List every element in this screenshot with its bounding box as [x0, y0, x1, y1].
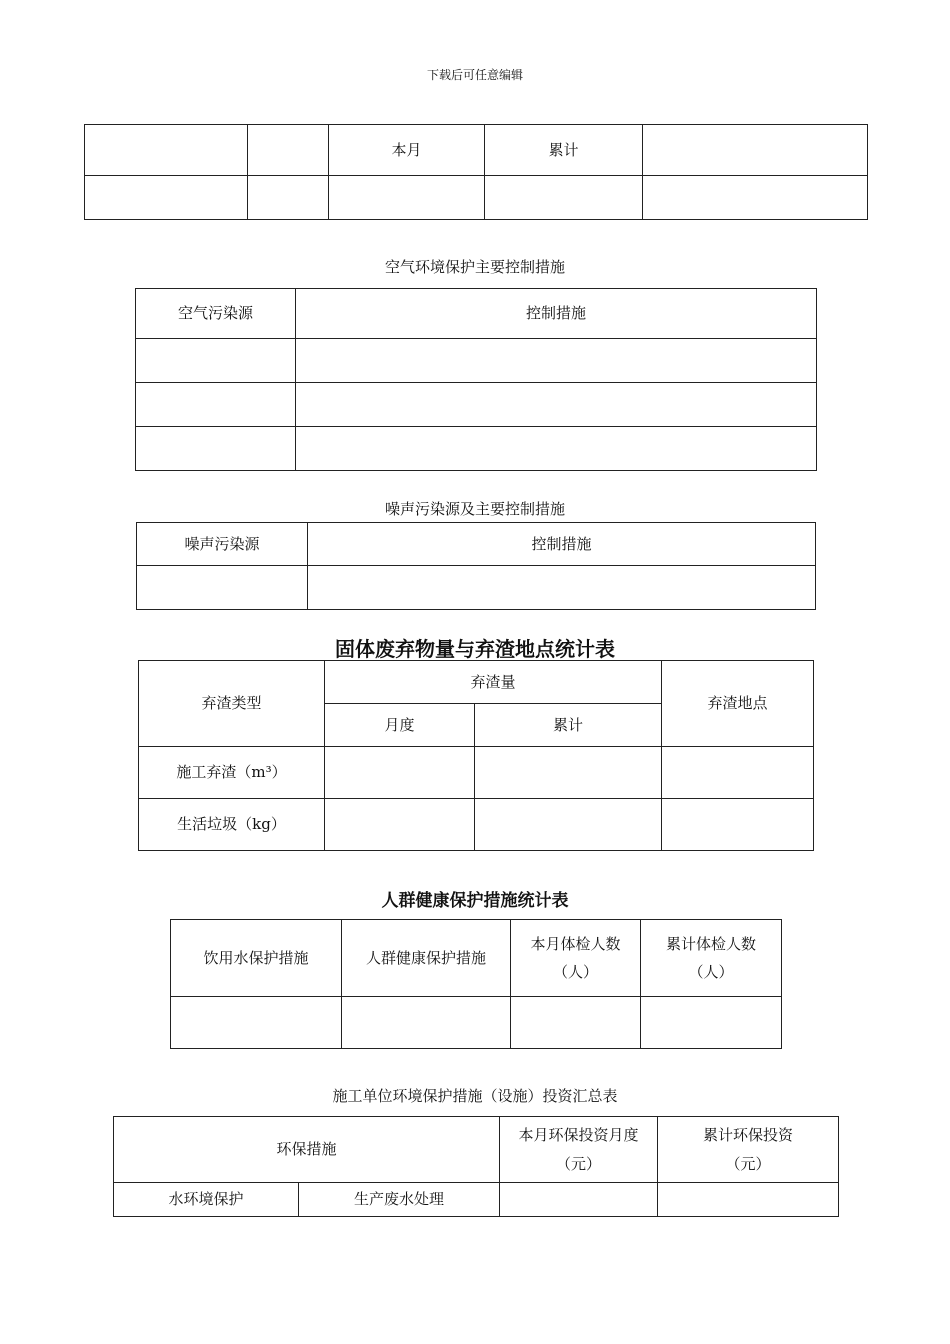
table-cell: [325, 799, 475, 851]
health-header-total-checkups: [641, 920, 782, 997]
health-header-water: 饮用水保护措施: [171, 920, 342, 997]
table-cell: [136, 383, 296, 427]
invest-header-total: [658, 1117, 839, 1183]
invest-header-measures: 环保措施: [114, 1117, 500, 1183]
health-header-protection: 人群健康保护措施: [342, 920, 511, 997]
health-header-month-checkups: [511, 920, 641, 997]
noise-table: [136, 522, 816, 610]
top-cell-5: [643, 125, 868, 176]
invest-row-category: 水环境保护: [114, 1183, 299, 1217]
solid-row-construction: 施工弃渣（m³）: [139, 747, 325, 799]
health-table: [170, 919, 782, 1049]
solid-header-monthly: 月度: [325, 704, 475, 747]
solid-header-amount: 弃渣量: [325, 661, 662, 704]
table-cell: [662, 799, 814, 851]
noise-caption: 噪声污染源及主要控制措施: [384, 500, 565, 518]
table-cell: [296, 339, 817, 383]
air-caption: 空气环境保护主要控制措施: [384, 258, 565, 276]
invest-header-month: [500, 1117, 658, 1183]
header-note: 下载后可任意编辑: [426, 68, 523, 82]
table-cell: [475, 747, 662, 799]
invest-col2-line2: （元）: [556, 1154, 602, 1173]
health-title: 人群健康保护措施统计表: [381, 891, 569, 911]
top-cell-2: [248, 125, 329, 176]
table-cell: [643, 176, 868, 220]
health-col4-line2: （人）: [688, 963, 734, 981]
table-cell: [296, 427, 817, 471]
top-cell-1: [85, 125, 248, 176]
table-cell: [475, 799, 662, 851]
table-cell: [485, 176, 643, 220]
air-header-source: 空气污染源: [136, 289, 296, 339]
noise-header-source: 噪声污染源: [137, 523, 308, 566]
top-table: [84, 124, 868, 220]
table-cell: [136, 339, 296, 383]
health-col3-line2: （人）: [552, 963, 598, 981]
table-cell: [171, 997, 342, 1049]
air-table: [135, 288, 817, 471]
solid-title: 固体废弃物量与弃渣地点统计表: [335, 637, 615, 661]
solid-table: [138, 660, 814, 851]
table-cell: [511, 997, 641, 1049]
invest-col2-line1: 本月环保投资月度: [518, 1126, 639, 1144]
top-header-this-month: 本月: [329, 125, 485, 176]
solid-header-site: 弃渣地点: [662, 661, 814, 747]
table-cell: [641, 997, 782, 1049]
health-col4-line1: 累计体检人数: [665, 934, 756, 953]
invest-caption: 施工单位环境保护措施（设施）投资汇总表: [332, 1087, 618, 1105]
solid-header-type: 弃渣类型: [139, 661, 325, 747]
table-cell: [137, 566, 308, 610]
invest-row-item: 生产废水处理: [299, 1183, 500, 1217]
health-col3-line1: 本月体检人数: [530, 934, 621, 953]
table-cell: [500, 1183, 658, 1217]
table-cell: [308, 566, 816, 610]
invest-col3-line1: 累计环保投资: [703, 1126, 794, 1144]
table-cell: [329, 176, 485, 220]
top-header-cumulative: 累计: [485, 125, 643, 176]
solid-header-cumulative: 累计: [475, 704, 662, 747]
table-cell: [296, 383, 817, 427]
table-cell: [325, 747, 475, 799]
table-cell: [85, 176, 248, 220]
solid-row-garbage: 生活垃圾（kg）: [139, 799, 325, 851]
invest-table: [113, 1116, 839, 1217]
table-cell: [342, 997, 511, 1049]
table-cell: [248, 176, 329, 220]
noise-header-measures: 控制措施: [308, 523, 816, 566]
table-cell: [658, 1183, 839, 1217]
table-cell: [136, 427, 296, 471]
invest-col3-line2: （元）: [725, 1154, 771, 1173]
air-header-measures: 控制措施: [296, 289, 817, 339]
table-cell: [662, 747, 814, 799]
